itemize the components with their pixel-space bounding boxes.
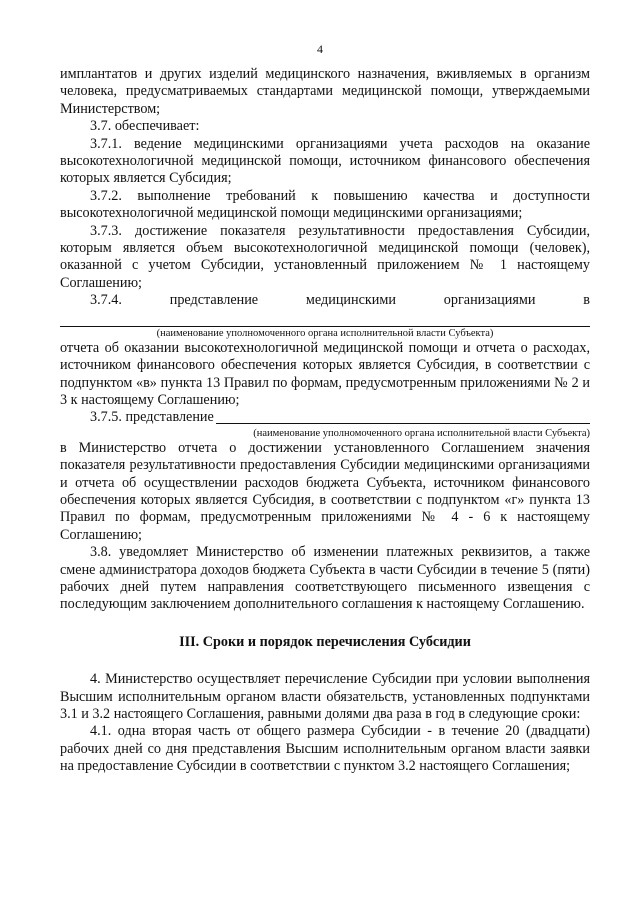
paragraph-3-7-5-row <box>60 409 590 426</box>
document-body <box>60 66 590 776</box>
blank-fill-line-inline <box>216 423 590 424</box>
caption-authority-name-right: (наименование уполномоченного органа исполнительной власти Субъекта) <box>253 427 590 439</box>
blank-fill-line <box>60 312 590 327</box>
paragraph-3-7-1: 3.7.1. ведение медицинскими организациями учета расходов на оказание высокотехнологичной медицинской помощи, источником финансового обеспечения которых является Субсидия; <box>60 135 590 187</box>
paragraph-report-hmp: отчета об оказании высокотехнологичной медицинской помощи и отчета о расходах, источником финансового обеспечения которых является Субсидия, в соответствии с подпунктом «в» пункта 13 Правил по формам, предусмотренным приложениями № 2 и 3 к настоящему Соглашению; <box>60 339 590 408</box>
paragraph-4-1: 4.1. одна вторая часть от общего размера Субсидии - в течение 20 (двадцати) рабочих дней со дня представления Высшим исполнительным органом власти заявки на предоставление Субсидии в соответствии с пунктом 3.2 настоящего Соглашения; <box>60 723 590 775</box>
paragraph-3-7-5: 3.7.5. представление <box>90 409 214 426</box>
paragraph-3-7: 3.7. обеспечивает: <box>90 118 200 135</box>
paragraph-implants: имплантатов и других изделий медицинского назначения, вживляемых в организм человека, предусматриваемых стандартами медицинской помощи, утверждаемыми Министерством; <box>60 66 590 117</box>
page-number: 4 <box>317 42 323 56</box>
paragraph-3-7-2: 3.7.2. выполнение требований к повышению качества и доступности высокотехнологичной медицинской помощи медицинскими организациями; <box>60 187 590 222</box>
paragraph-3-8: 3.8. уведомляет Министерство об изменении платежных реквизитов, а также смене администратора доходов бюджета Субъекта в части Субсидии в течение 5 (пяти) рабочих дней путем направления соответствующего письменного извещения с последующим заключением дополнительного соглашения к настоящему Соглашению. <box>60 544 590 613</box>
paragraph-3-7-3: 3.7.3. достижение показателя результативности предоставления Субсидии, которым является объем высокотехнологичной медицинской помощи (человек), оказанной с учетом Субсидии, установленный приложением № 1 настоящему Соглашению; <box>60 222 590 291</box>
caption-authority-name: (наименование уполномоченного органа исполнительной власти Субъекта) <box>156 327 494 339</box>
paragraph-4: 4. Министерство осуществляет перечисление Субсидии при условии выполнения Высшим исполнительным органом власти обязательств, установленных подпунктами 3.1 и 3.2 настоящего Соглашения, равными долями два раза в год в следующие сроки: <box>60 671 590 722</box>
paragraph-report-ministry: в Министерство отчета о достижении установленного Соглашением значения показателя результативности предоставления Субсидии медицинскими организациями и отчета об осуществлении расходов бюджета Субъекта, источником финансового обеспечения которых является Субсидия, в соответствии с подпунктом «г» пункта 13 Правил по формам, предусмотренным приложениями № 4 - 6 к настоящему Соглашению; <box>60 439 590 543</box>
section-heading: III. Сроки и порядок перечисления Субсидии <box>179 633 471 650</box>
paragraph-3-7-4: 3.7.4. представление медицинскими организациями в <box>90 292 590 309</box>
